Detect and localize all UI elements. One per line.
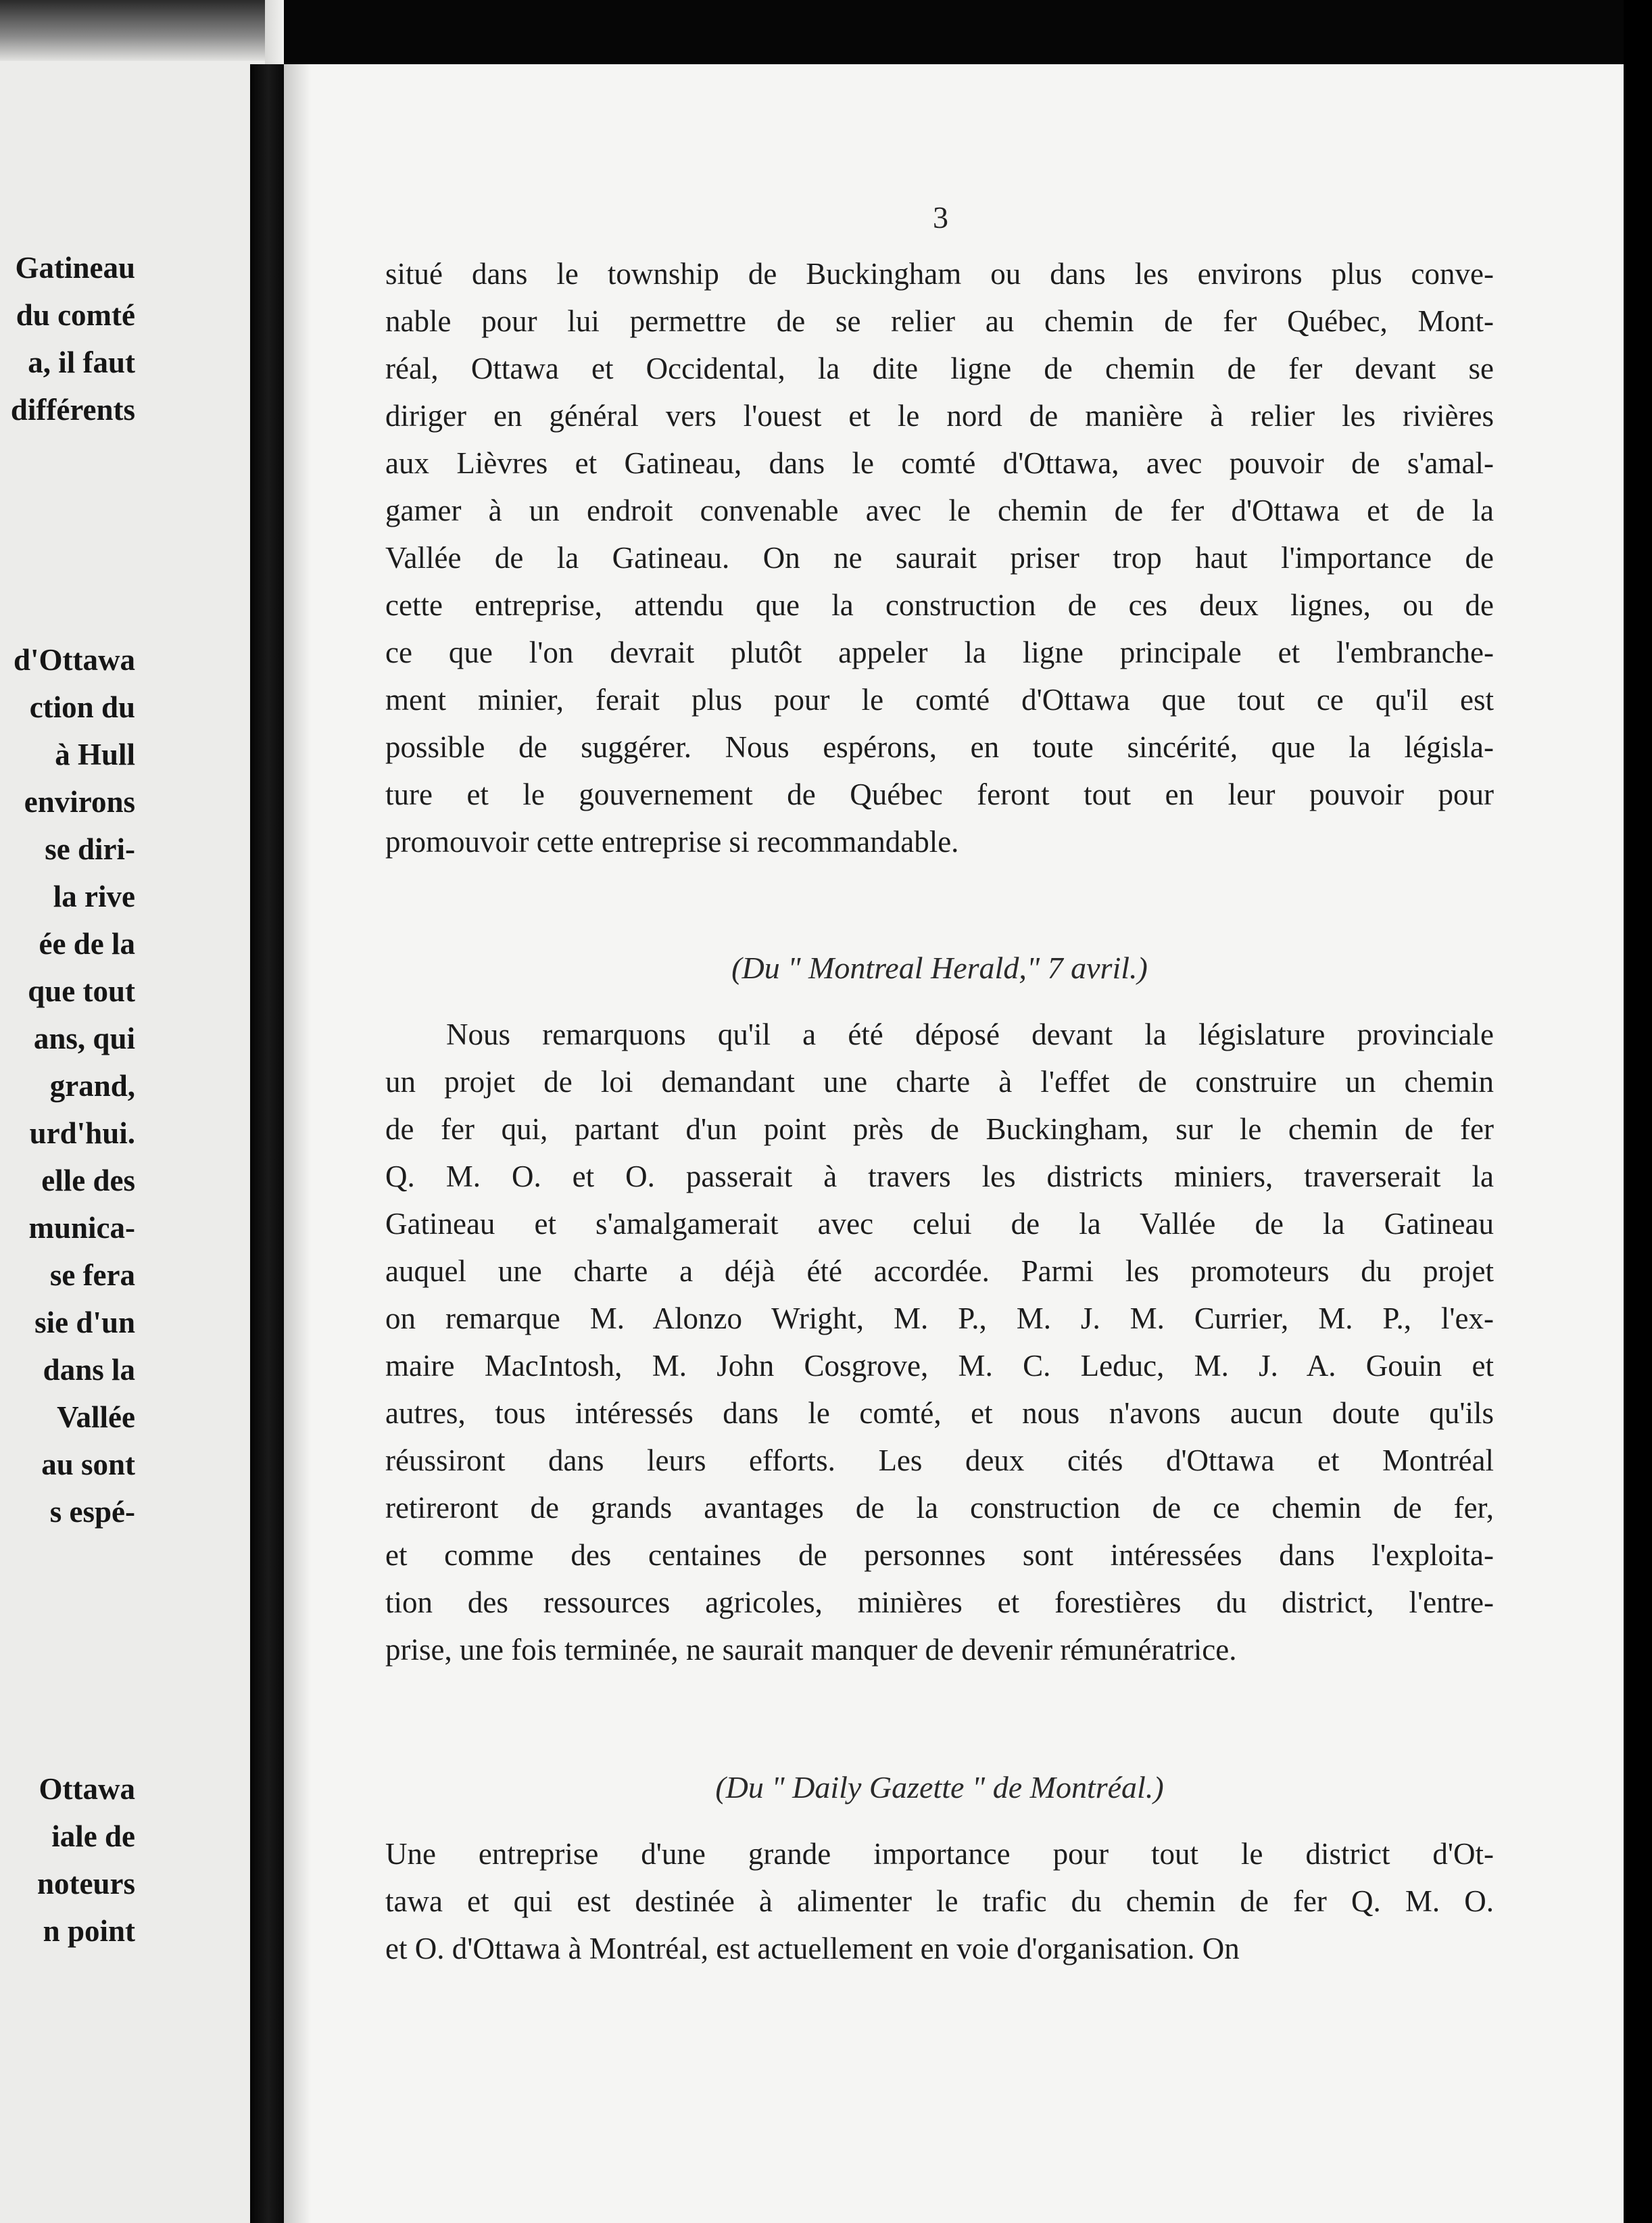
- left-page-line: dans la: [43, 1353, 135, 1387]
- left-page-fragment: [0, 0, 265, 2223]
- left-page-line: ction du: [29, 690, 135, 724]
- left-page-line: Ottawa: [39, 1772, 135, 1806]
- text-line: réussiront dans leurs efforts. Les deux cités d'Ottawa et Montréal: [385, 1443, 1494, 1477]
- left-page-line: s espé-: [49, 1495, 135, 1529]
- left-page-line: à Hull: [55, 738, 135, 771]
- page-number: 3: [933, 200, 948, 235]
- left-page-line: se diri-: [45, 832, 135, 866]
- text-line: possible de suggérer. Nous espérons, en toute sincérité, que la législa-: [385, 730, 1494, 764]
- text-line: gamer à un endroit convenable avec le chemin de fer d'Ottawa et de la: [385, 494, 1494, 527]
- left-page-shadow: [0, 0, 265, 61]
- text-line: situé dans le township de Buckingham ou dans les environs plus conve-: [385, 257, 1494, 291]
- left-page-line: grand,: [49, 1069, 135, 1103]
- left-page-line: que tout: [28, 974, 135, 1008]
- text-line: maire MacIntosh, M. John Cosgrove, M. C. Leduc, M. J. A. Gouin et: [385, 1349, 1494, 1383]
- left-page-line: ans, qui: [33, 1022, 135, 1055]
- left-page-line: Gatineau: [15, 251, 135, 285]
- text-line: ce que l'on devrait plutôt appeler la ligne principale et l'embranche-: [385, 636, 1494, 669]
- text-line: on remarque M. Alonzo Wright, M. P., M. J. M. Currier, M. P., l'ex-: [385, 1301, 1494, 1335]
- left-page-line: différents: [10, 393, 135, 427]
- left-page-line: elle des: [41, 1164, 135, 1197]
- left-page-line: la rive: [53, 880, 135, 913]
- text-line: autres, tous intéressés dans le comté, et nous n'avons aucun doute qu'ils: [385, 1396, 1494, 1430]
- left-page-line: urd'hui.: [29, 1116, 135, 1150]
- text-line: ture et le gouvernement de Québec feront tout en leur pouvoir pour: [385, 778, 1494, 811]
- left-page-line: se fera: [49, 1258, 135, 1292]
- text-line: retireront de grands avantages de la construction de ce chemin de fer,: [385, 1491, 1494, 1525]
- text-line: Gatineau et s'amalgamerait avec celui de la Vallée de la Gatineau: [385, 1207, 1494, 1241]
- text-line: de fer qui, partant d'un point près de Buckingham, sur le chemin de fer: [385, 1112, 1494, 1146]
- text-line: ment minier, ferait plus pour le comté d'Ottawa que tout ce qu'il est: [385, 683, 1494, 717]
- text-line: et O. d'Ottawa à Montréal, est actuellement en voie d'organisation. On: [385, 1932, 1240, 1965]
- left-page-line: du comté: [16, 298, 135, 332]
- text-line: tawa et qui est destinée à alimenter le trafic du chemin de fer Q. M. O.: [385, 1884, 1494, 1918]
- right-border: [1624, 0, 1652, 2223]
- source-heading-montreal-herald: (Du " Montreal Herald," 7 avril.): [731, 951, 1148, 985]
- text-line: Nous remarquons qu'il a été déposé devant la législature provinciale: [446, 1018, 1494, 1051]
- text-line: et comme des centaines de personnes sont intéressées dans l'exploita-: [385, 1538, 1494, 1572]
- left-page-line: au sont: [41, 1448, 135, 1481]
- left-page-line: munica-: [28, 1211, 135, 1245]
- left-page-line: ée de la: [39, 927, 135, 961]
- paragraph-3: [385, 1830, 1494, 1972]
- text-line: diriger en général vers l'ouest et le nord de manière à relier les rivières: [385, 399, 1494, 433]
- text-line: cette entreprise, attendu que la construction de ces deux lignes, ou de: [385, 588, 1494, 622]
- text-line: un projet de loi demandant une charte à l'effet de construire un chemin: [385, 1065, 1494, 1099]
- text-line: réal, Ottawa et Occidental, la dite ligne de chemin de fer devant se: [385, 352, 1494, 385]
- paragraph-1: [385, 250, 1494, 865]
- left-page-line: a, il faut: [28, 345, 135, 379]
- text-line: Vallée de la Gatineau. On ne saurait priser trop haut l'importance de: [385, 541, 1494, 575]
- left-page-line: noteurs: [37, 1867, 135, 1901]
- left-page-line: Vallée: [57, 1400, 135, 1434]
- text-line: aux Lièvres et Gatineau, dans le comté d'Ottawa, avec pouvoir de s'amal-: [385, 446, 1494, 480]
- left-page-line: environs: [24, 785, 135, 819]
- main-page: [284, 64, 1624, 2223]
- paragraph-2: [385, 1011, 1494, 1673]
- left-page-line: iale de: [51, 1819, 135, 1853]
- book-spine: [250, 64, 287, 2223]
- text-line: nable pour lui permettre de se relier au chemin de fer Québec, Mont-: [385, 304, 1494, 338]
- left-page-line: d'Ottawa: [14, 643, 135, 677]
- text-line: promouvoir cette entreprise si recommandable.: [385, 825, 959, 859]
- left-page-line: n point: [43, 1914, 135, 1948]
- source-heading-daily-gazette: (Du " Daily Gazette " de Montréal.): [715, 1770, 1164, 1804]
- text-line: tion des ressources agricoles, minières et forestières du district, l'entre-: [385, 1585, 1494, 1619]
- left-page-line: sie d'un: [34, 1306, 135, 1339]
- text-line: prise, une fois terminée, ne saurait manquer de devenir rémunératrice.: [385, 1633, 1237, 1667]
- text-line: auquel une charte a déjà été accordée. Parmi les promoteurs du projet: [385, 1254, 1494, 1288]
- text-line: Une entreprise d'une grande importance pour tout le district d'Ot-: [385, 1837, 1494, 1871]
- text-line: Q. M. O. et O. passerait à travers les districts miniers, traverserait la: [385, 1160, 1494, 1193]
